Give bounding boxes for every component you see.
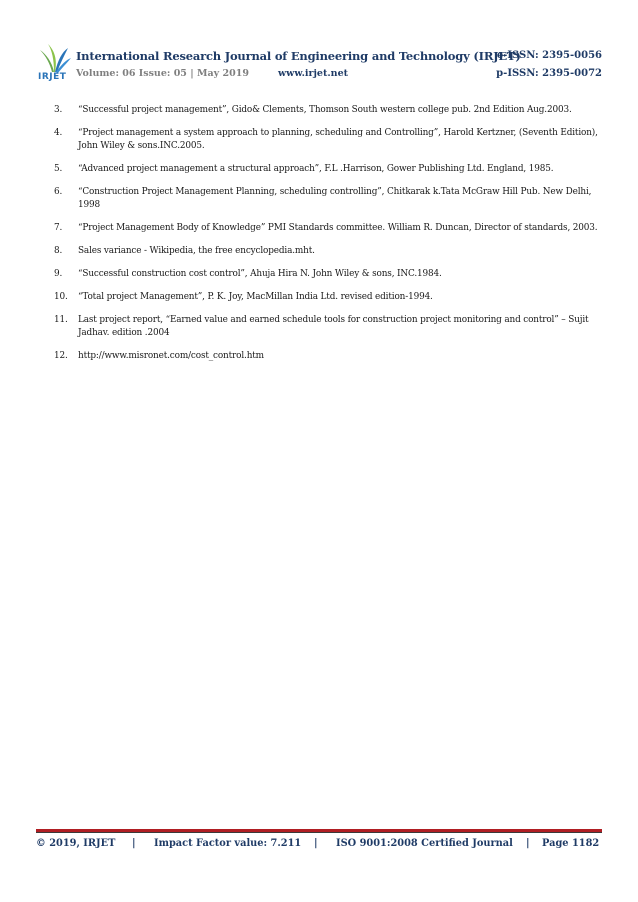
reference-text: “Total project Management”, P. K. Joy, MacMillan India Ltd. revised edition-1994. <box>78 292 433 302</box>
leaf-icon <box>36 42 72 74</box>
reference-item <box>54 163 602 176</box>
reference-number: 5. <box>54 164 63 174</box>
footer-separator: | <box>132 838 136 849</box>
reference-number: 7. <box>54 223 63 233</box>
reference-item <box>54 350 602 363</box>
reference-list <box>54 104 602 373</box>
footer-impact-factor: Impact Factor value: 7.211 <box>154 838 302 849</box>
reference-item <box>54 186 602 212</box>
reference-text: “Project Management Body of Knowledge” PMI Standards committee. William R. Duncan, Director of standards, 2003. <box>78 223 598 233</box>
reference-number: 9. <box>54 269 63 279</box>
reference-number: 11. <box>54 315 68 325</box>
reference-item <box>54 222 602 235</box>
reference-text: “Successful project management”, Gido& Clements, Thomson South western college pub. 2nd Edition Aug.2003. <box>78 105 572 115</box>
footer-divider <box>36 832 602 833</box>
pissn: p-ISSN: 2395-0072 <box>496 68 602 79</box>
journal-title: International Research Journal of Engineering and Technology (IRJET) <box>76 49 521 63</box>
reference-item <box>54 268 602 281</box>
reference-item <box>54 291 602 304</box>
footer-separator: | <box>526 838 530 849</box>
website-link[interactable]: www.irjet.net <box>278 68 349 79</box>
footer-separator: | <box>314 838 318 849</box>
reference-number: 12. <box>54 351 68 361</box>
reference-number: 4. <box>54 128 63 138</box>
logo-text: IRJET <box>38 72 67 82</box>
eissn: e-ISSN: 2395-0056 <box>496 50 602 61</box>
reference-item <box>54 104 602 117</box>
footer-copyright: © 2019, IRJET <box>36 838 116 849</box>
reference-text: “Advanced project management a structural approach”, F.L .Harrison, Gower Publishing Ltd. England, 1985. <box>78 164 554 174</box>
reference-text: Sales variance - Wikipedia, the free encyclopedia.mht. <box>78 246 315 256</box>
reference-item <box>54 245 602 258</box>
reference-number: 10. <box>54 292 68 302</box>
reference-text: “Project management a system approach to planning, scheduling and Controlling”, Harold Kertzner, (Seventh Edition), John Wiley & sons.INC.2005. <box>78 128 598 151</box>
reference-text: “Successful construction cost control”, Ahuja Hira N. John Wiley & sons, INC.1984. <box>78 269 442 279</box>
volume-issue: Volume: 06 Issue: 05 | May 2019 <box>76 68 249 79</box>
irjet-logo <box>36 42 72 84</box>
reference-link[interactable]: http://www.misronet.com/cost_control.htm <box>78 351 264 361</box>
reference-number: 3. <box>54 105 63 115</box>
reference-text: “Construction Project Management Planning, scheduling controlling”, Chitkarak k.Tata McGraw Hill Pub. New Delhi, 1998 <box>78 187 592 210</box>
footer-iso: ISO 9001:2008 Certified Journal <box>336 838 513 849</box>
page-header <box>36 42 602 88</box>
footer-page-number: Page 1182 <box>542 838 600 849</box>
reference-number: 8. <box>54 246 63 256</box>
reference-item <box>54 127 602 153</box>
reference-number: 6. <box>54 187 63 197</box>
page-footer <box>36 838 602 854</box>
reference-text: Last project report, “Earned value and earned schedule tools for construction project monitoring and control” – Sujit Jadhav. edition .2004 <box>78 315 589 338</box>
reference-item <box>54 314 602 340</box>
